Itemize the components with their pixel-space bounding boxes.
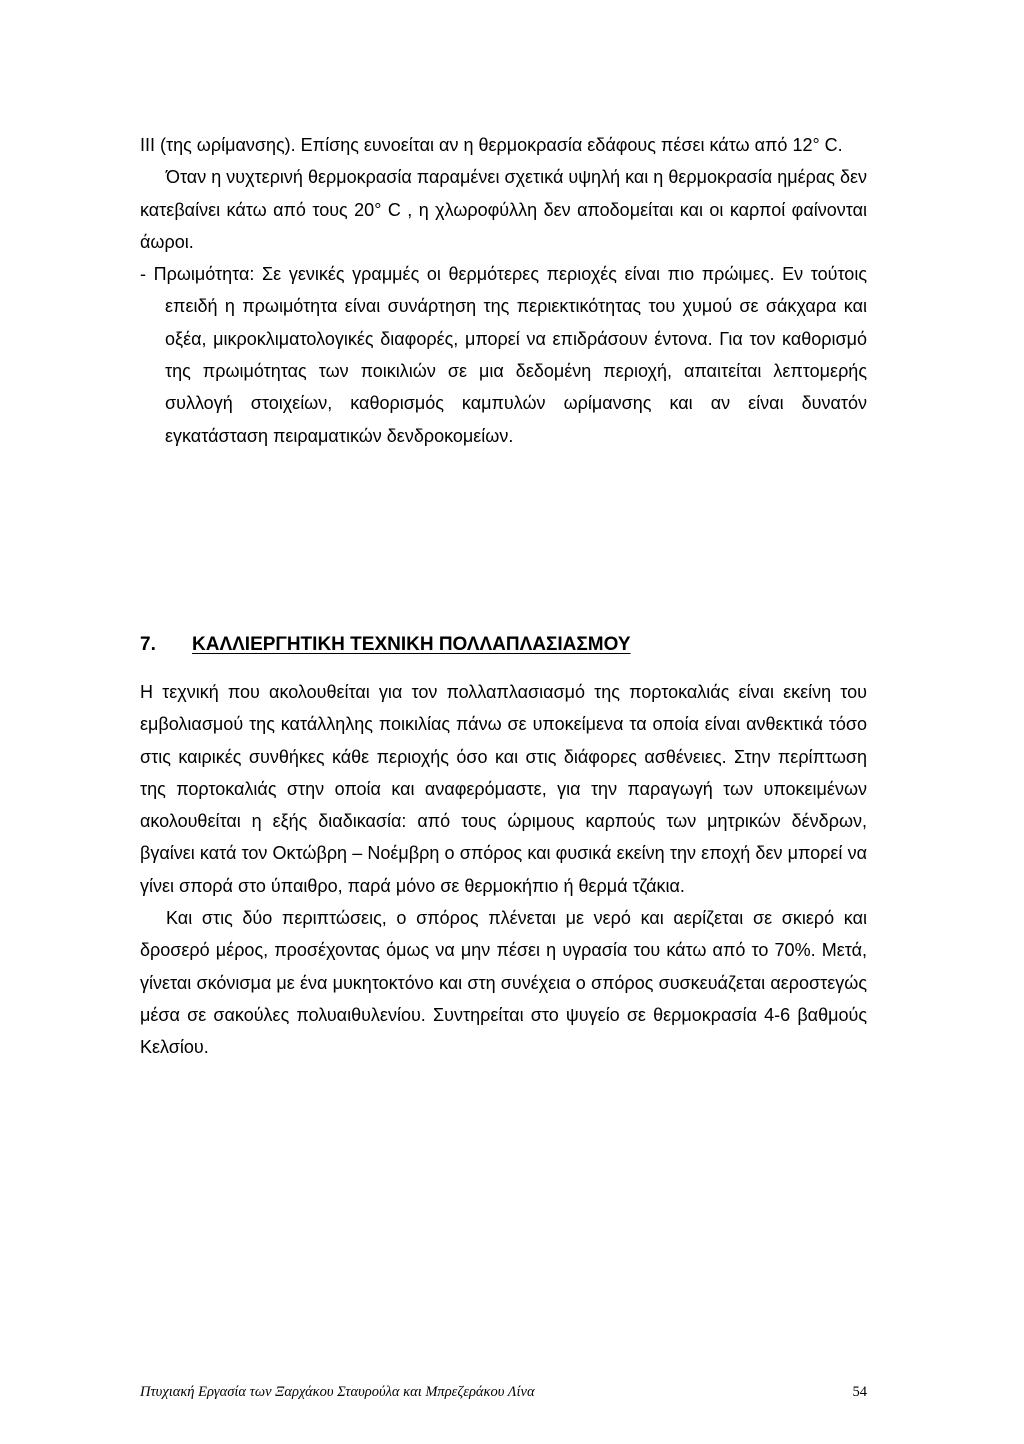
paragraph-chlorophyll: Όταν η νυχτερινή θερμοκρασία παραμένει σχετικά υψηλή και η θερμοκρασία ημέρας δεν κατεβαίνει κάτω από τους 20° C , η χλωροφύλλη δεν αποδομείται και οι καρποί φαίνονται άωροι. [140, 167, 867, 252]
text-block-propagation [140, 676, 867, 1064]
section-heading [140, 634, 631, 656]
section-number: 7. [140, 634, 156, 655]
paragraph-earliness: - Πρωιμότητα: Σε γενικές γραμμές οι θερμότερες περιοχές είναι πιο πρώιμες. Εν τούτοις επειδή η πρωιμότητα είναι συνάρτηση της περιεκτικότητας του χυμού σε σάκχαρα και οξέα, μικροκλιματολογικές διαφορές, μπορεί να επιδράσουν έντονα. Για τον καθορισμό της πρωιμότητας των ποικιλιών σε μια δεδομένη περιοχή, απαιτείται λεπτομερής συλλογή στοιχείων, καθορισμός καμπυλών ωρίμανσης και αν είναι δυνατόν εγκατάσταση πειραματικών δενδροκομείων. [140, 264, 867, 446]
footer-text: Πτυχιακή Εργασία των Ξαρχάκου Σταυρούλα και Μπρεζεράκου Λίνα [140, 1384, 535, 1400]
paragraph-ripening: III (της ωρίμανσης). Επίσης ευνοείται αν η θερμοκρασία εδάφους πέσει κάτω από 12° C. [140, 135, 843, 155]
page-number: 54 [852, 1384, 867, 1400]
section-title: ΚΑΛΛΙΕΡΓΗΤΙΚΗ ΤΕΧΝΙΚΗ ΠΟΛΛΑΠΛΑΣΙΑΣΜΟΥ [192, 634, 631, 655]
paragraph-grafting: Η τεχνική που ακολουθείται για τον πολλαπλασιασμό της πορτοκαλιάς είναι εκείνη του εμβολιασμού της κατάλληλης ποικιλίας πάνω σε υποκείμενα τα οποία είναι ανθεκτικά τόσο στις καιρικές συνθήκες κάθε περιοχής όσο και στις διάφορες ασθένειες. Στην περίπτωση της πορτοκαλιάς στην οποία και αναφερόμαστε, για την παραγωγή των υποκειμένων ακολουθείται η εξής διαδικασία: από τους ώριμους καρπούς των μητρικών δένδρων, βγαίνει κατά τον Οκτώβρη – Νοέμβρη ο σπόρος και φυσικά εκείνη την εποχή δεν μπορεί να γίνει σπορά στο ύπαιθρο, παρά μόνο σε θερμοκήπιο ή θερμά τζάκια. [140, 682, 867, 896]
page-footer [140, 1384, 867, 1401]
paragraph-seed-storage: Και στις δύο περιπτώσεις, ο σπόρος πλένεται με νερό και αερίζεται σε σκιερό και δροσερό μέρος, προσέχοντας όμως να μην πέσει η υγρασία του κάτω από το 70%. Μετά, γίνεται σκόνισμα με ένα μυκητοκτόνο και στη συνέχεια ο σπόρος συσκευάζεται αεροστεγώς μέσα σε σακούλες πολυαιθυλενίου. Συντηρείται στο ψυγείο σε θερμοκρασία 4-6 βαθμούς Κελσίου. [140, 908, 867, 1058]
text-block-climate [140, 129, 867, 452]
